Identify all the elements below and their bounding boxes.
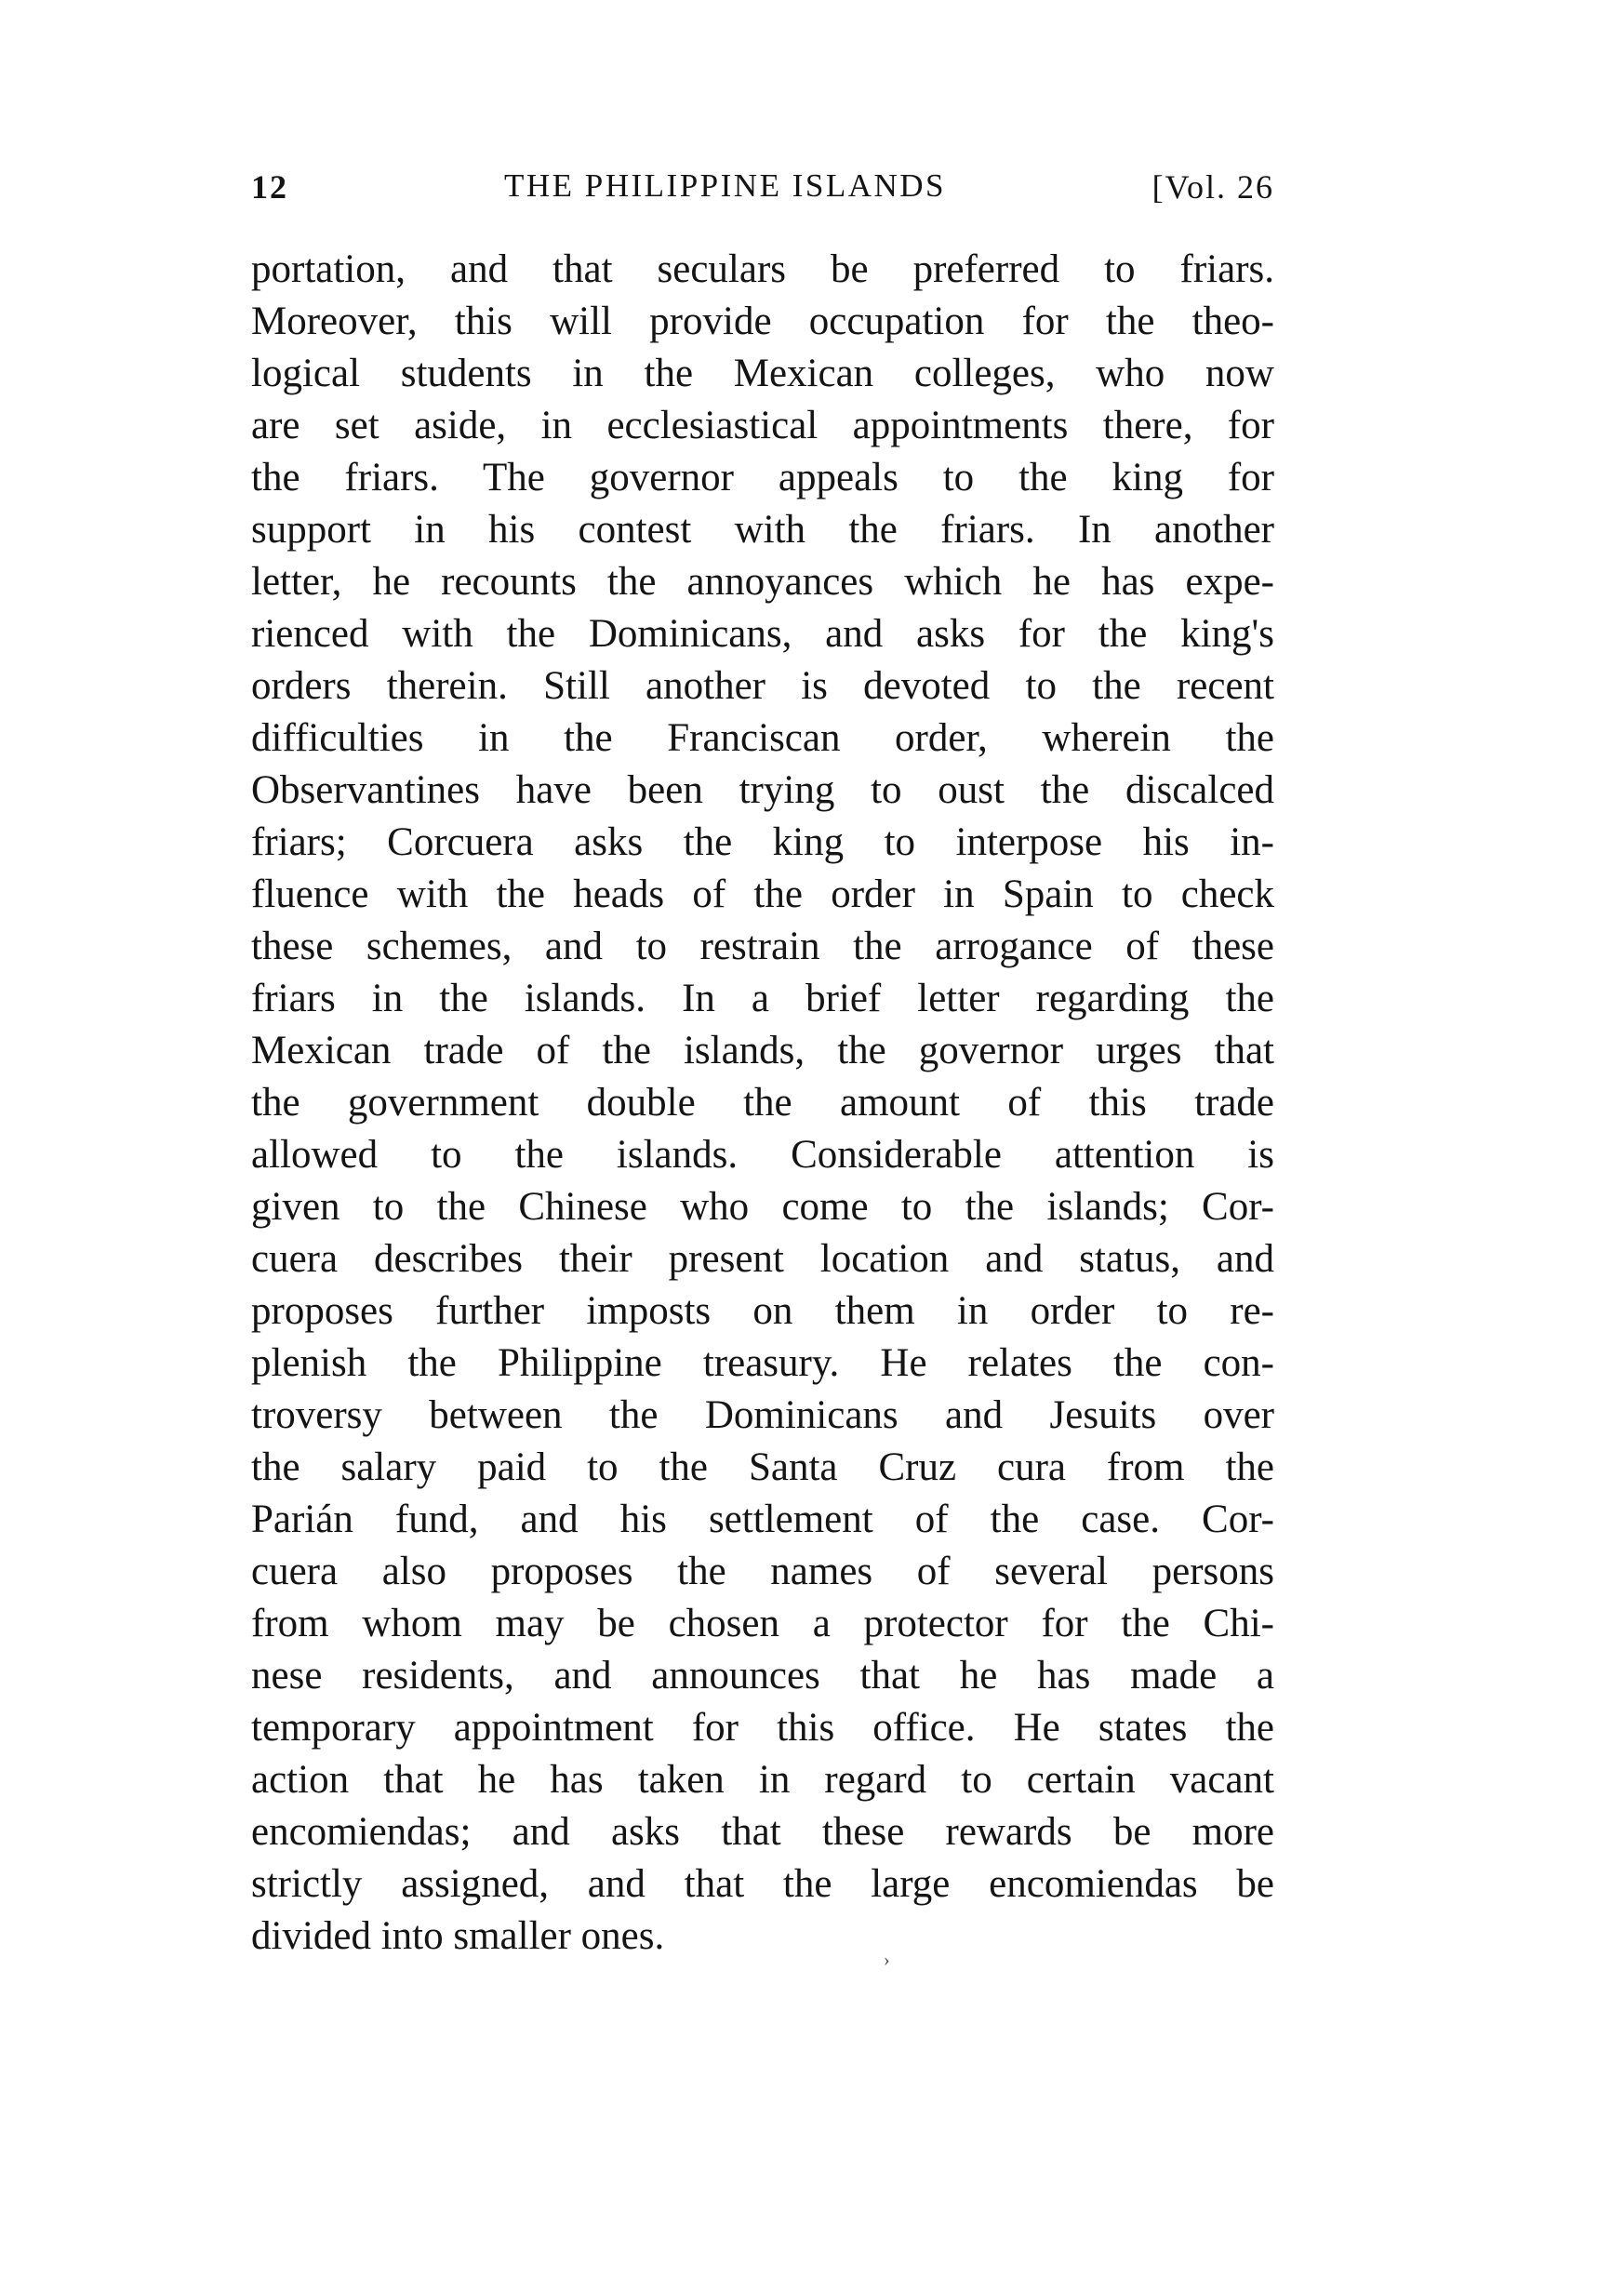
text-line: Mexican trade of the islands, the governor urges that (251, 1029, 1274, 1072)
text-line: nese residents, and announces that he has made a (251, 1654, 1274, 1698)
body-paragraph (251, 244, 1274, 1963)
text-line: orders therein. Still another is devoted to the recent (251, 664, 1274, 708)
text-line: given to the Chinese who come to the islands; Cor- (251, 1185, 1274, 1229)
text-line: Moreover, this will provide occupation for the theo- (251, 300, 1274, 343)
text-line: proposes further imposts on them in order to re- (251, 1289, 1274, 1333)
text-line: troversy between the Dominicans and Jesuits over (251, 1393, 1274, 1437)
text-line: are set aside, in ecclesiastical appointments there, for (251, 404, 1274, 447)
text-line: letter, he recounts the annoyances which he has expe- (251, 560, 1274, 604)
text-line: from whom may be chosen a protector for the Chi- (251, 1602, 1274, 1645)
text-line: portation, and that seculars be preferred to friars. (251, 247, 1274, 291)
text-line: divided into smaller ones. (251, 1914, 665, 1958)
text-line: logical students in the Mexican colleges, who now (251, 352, 1274, 395)
text-line: difficulties in the Franciscan order, wherein the (251, 716, 1274, 760)
text-line: Observantines have been trying to oust the discalced (251, 768, 1274, 812)
text-line: Parián fund, and his settlement of the case. Cor- (251, 1498, 1274, 1541)
text-line: support in his contest with the friars. In another (251, 508, 1274, 552)
text-line: fluence with the heads of the order in Spain to check (251, 872, 1274, 916)
page-number: 12 (251, 168, 288, 206)
text-line: friars in the islands. In a brief letter regarding the (251, 977, 1274, 1020)
text-line: friars; Corcuera asks the king to interpose his in- (251, 820, 1274, 864)
text-line: cuera describes their present location and status, and (251, 1237, 1274, 1281)
text-line: the government double the amount of this trade (251, 1081, 1274, 1125)
text-line: action that he has taken in regard to certain vacant (251, 1758, 1274, 1802)
text-line: cuera also proposes the names of several persons (251, 1550, 1274, 1593)
text-line: temporary appointment for this office. He states the (251, 1706, 1274, 1750)
text-line: allowed to the islands. Considerable attention is (251, 1133, 1274, 1177)
scan-speck: › (884, 1950, 890, 1970)
running-title: THE PHILIPPINE ISLANDS (504, 167, 946, 204)
text-line: the friars. The governor appeals to the king for (251, 456, 1274, 499)
text-line: strictly assigned, and that the large encomiendas be (251, 1862, 1274, 1906)
text-line: plenish the Philippine treasury. He relates the con- (251, 1341, 1274, 1385)
running-header (251, 167, 1274, 223)
text-line: these schemes, and to restrain the arrogance of these (251, 925, 1274, 968)
text-line: rienced with the Dominicans, and asks for the king's (251, 612, 1274, 656)
text-line: the salary paid to the Santa Cruz cura from the (251, 1445, 1274, 1489)
volume-label: [Vol. 26 (1151, 168, 1274, 206)
text-line: encomiendas; and asks that these rewards be more (251, 1810, 1274, 1854)
